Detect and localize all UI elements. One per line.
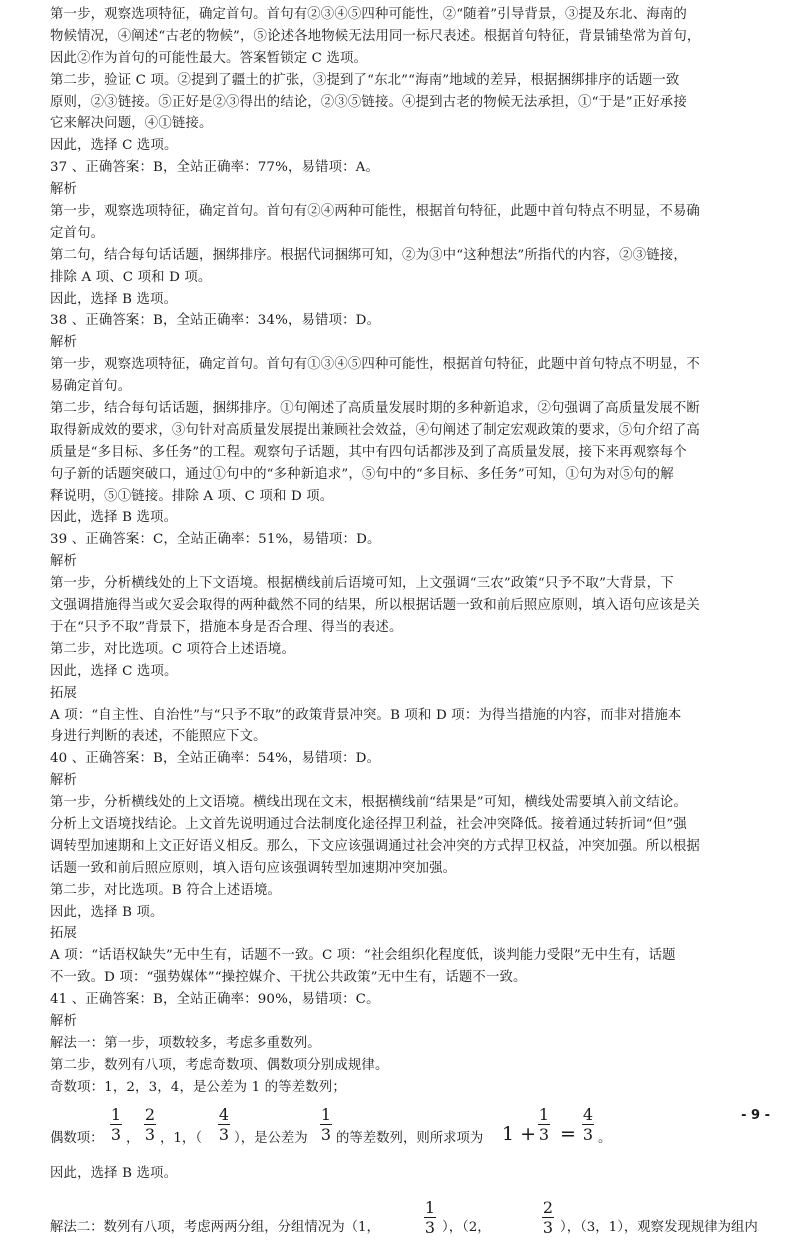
text-line: 文强调措施得当或欠妥会取得的两种截然不同的结果，所以根据话题一致和前后照应原则，填入语句应该是关 bbox=[50, 598, 700, 614]
fraction-4-3: 4 3 bbox=[582, 1104, 594, 1144]
text-line: 拓展 bbox=[50, 926, 78, 942]
text-line: 排除 A 项、C 项和 D 项。 bbox=[50, 269, 212, 285]
fraction-1-3: 1 3 bbox=[110, 1104, 122, 1144]
text-line: 拓展 bbox=[50, 685, 78, 701]
text-line: 因此，选择 B 选项。 bbox=[50, 510, 178, 526]
text-line: 38 、正确答案：B，全站正确率：34%，易错项：D。 bbox=[50, 313, 381, 329]
text-line: 话题一致和前后照应原则，填入语句应该强调转型加速期冲突加强。 bbox=[50, 860, 457, 876]
text-line: 39 、正确答案：C，全站正确率：51%，易错项：D。 bbox=[50, 532, 381, 548]
text-line: 因此，选择 C 选项。 bbox=[50, 138, 178, 154]
fraction-4-3: 4 3 bbox=[218, 1104, 230, 1144]
text-line: 易确定首句。 bbox=[50, 379, 132, 395]
even-terms-prefix: 偶数项： bbox=[50, 1130, 104, 1146]
text-line: 质量是“多目标、多任务”的工程。观察句子话题，其中有四句话都涉及到了高质量发展，接下来再观察每个 bbox=[50, 444, 687, 460]
text-line: 因此，选择 B 选项。 bbox=[50, 291, 178, 307]
text-line: 它来解决问题，④①链接。 bbox=[50, 116, 213, 132]
text-line: 原则，②③链接。⑤正好是②③得出的结论，②③⑤链接。④提到古老的物候无法承担，①“于是”正好承接 bbox=[50, 94, 687, 110]
text-line: 句子新的话题突破口，通过①句中的“多种新追求”，⑤句中的“多目标、多任务”可知，①句为对⑤句的解 bbox=[50, 466, 674, 482]
conclusion-line: 因此，选择 B 选项。 bbox=[50, 1165, 178, 1181]
fraction-2-3: 2 3 bbox=[542, 1198, 554, 1238]
text-line: 释说明，⑤①链接。排除 A 项、C 项和 D 项。 bbox=[50, 488, 334, 504]
text-line: 解析 bbox=[50, 182, 78, 198]
text-line: A 项：“自主性、自治性”与“只予不取”的政策背景冲突。B 项和 D 项：为得当措施的内容，而非对措施本 bbox=[50, 707, 682, 723]
text-line: 第二步，验证 C 项。②提到了疆土的扩张，③提到了“东北”“海南”地域的差异，根据捆绑排序的话题一致 bbox=[50, 72, 680, 88]
text-line: 第一步，观察选项特征，确定首句。首句有②③④⑤四种可能性，②“随着”引导背景，③提及东北、海南的 bbox=[50, 7, 687, 22]
text-line: 41 、正确答案：B，全站正确率：90%，易错项：C。 bbox=[50, 992, 380, 1008]
text-line: 第二步，对比选项。C 项符合上述语境。 bbox=[50, 641, 295, 657]
text-line: 第一步，分析横线处的上下文语境。根据横线前后语境可知，上文强调“三农”政策“只予不取”大背景，下 bbox=[50, 576, 674, 592]
fraction-2-3: 2 3 bbox=[144, 1104, 156, 1144]
text-line: 第二步，数列有八项，考虑奇数项、偶数项分别成规律。 bbox=[50, 1057, 389, 1073]
text-line: 物候情况，④阐述“古老的物候”，⑤论述各地物候无法用同一标尺表述。根据首句特征，背景铺垫常为首句， bbox=[50, 28, 701, 44]
fraction-1-3: 1 3 bbox=[320, 1104, 332, 1144]
text-line: 因此②作为首句的可能性最大。答案暂锁定 C 选项。 bbox=[50, 50, 368, 66]
fraction-1-3: 1 3 bbox=[538, 1104, 550, 1144]
text-line: 因此，选择 B 项。 bbox=[50, 904, 164, 920]
fraction-1-3: 1 3 bbox=[424, 1198, 436, 1238]
text-line: 第一步，观察选项特征，确定首句。首句有①③④⑤四种可能性，根据首句特征，此题中首句特点不明显，不 bbox=[50, 357, 700, 373]
text-line: 第一步，观察选项特征，确定首句。首句有②④两种可能性，根据首句特征，此题中首句特点不明显，不易确 bbox=[50, 204, 700, 220]
text-line: 解析 bbox=[50, 773, 78, 789]
text-block bbox=[50, 4, 762, 1099]
text-line: 因此，选择 C 选项。 bbox=[50, 663, 178, 679]
text-line: 解法一：第一步，项数较多，考虑多重数列。 bbox=[50, 1035, 321, 1051]
text-line: 定首句。 bbox=[50, 225, 105, 241]
text-line: 第一步，分析横线处的上文语境。横线出现在文末，根据横线前“结果是”可知，横线处需要填入前文结论。 bbox=[50, 795, 687, 811]
text-line: 调转型加速期和上文正好语义相反。那么，下文应该强调通过社会冲突的方式捍卫权益，冲突加强。所以根据 bbox=[50, 838, 700, 854]
document-page bbox=[50, 4, 762, 1250]
text-line: 不一致。D 项：“强势媒体”“操控媒介、干扰公共政策”无中生有，话题不一致。 bbox=[50, 970, 527, 986]
text-line: 奇数项：1，2，3，4，是公差为 1 的等差数列； bbox=[50, 1079, 346, 1095]
text-line: A 项：“话语权缺失”无中生有，话题不一致。C 项：“社会组织化程度低，谈判能力受限”无中生有，话题 bbox=[50, 948, 676, 964]
text-line: 身进行判断的表述，不能照应下文。 bbox=[50, 729, 267, 745]
text-line: 分析上文语境找结论。上文首先说明通过合法制度化途径捍卫利益，社会冲突降低。接着通过转折词“但”强 bbox=[50, 816, 687, 832]
text-line: 第二步，对比选项。B 符合上述语境。 bbox=[50, 882, 282, 898]
method-two-line: 解法二：数列有八项，考虑两两分组，分组情况为（1， 1 3 ），（2， 2 3 ），（3，1），观察发现规律为组内 bbox=[50, 1198, 758, 1238]
text-line: 解析 bbox=[50, 554, 78, 570]
text-line: 第二句，结合每句话话题，捆绑排序。根据代词捆绑可知，②为③中“这种想法”所指代的内容，②③链接， bbox=[50, 247, 687, 263]
text-line: 解析 bbox=[50, 335, 78, 351]
page-number: - 9 - bbox=[741, 1108, 770, 1123]
text-line: 取得新成效的要求，③句针对高质量发展提出兼顾社会效益，④句阐述了制定宏观政策的要求，⑤句介绍了高 bbox=[50, 422, 700, 438]
text-line: 第二步，结合每句话话题，捆绑排序。①句阐述了高质量发展时期的多种新追求，②句强调了高质量发展不断 bbox=[50, 401, 700, 417]
text-line: 40 、正确答案：B，全站正确率：54%，易错项：D。 bbox=[50, 751, 381, 767]
text-line: 解析 bbox=[50, 1013, 78, 1029]
text-line: 于在“只予不取”背景下，措施本身是否合理、得当的表述。 bbox=[50, 619, 403, 635]
text-line: 37 、正确答案：B，全站正确率：77%，易错项：A。 bbox=[50, 160, 380, 176]
even-terms-formula: 偶数项： 1 3 ， 2 3 ，1，（ 4 3 ），是公差为 1 3 的等差数列，则所求项为 1 + 1 3 = 4 3 。 bbox=[50, 1104, 612, 1146]
